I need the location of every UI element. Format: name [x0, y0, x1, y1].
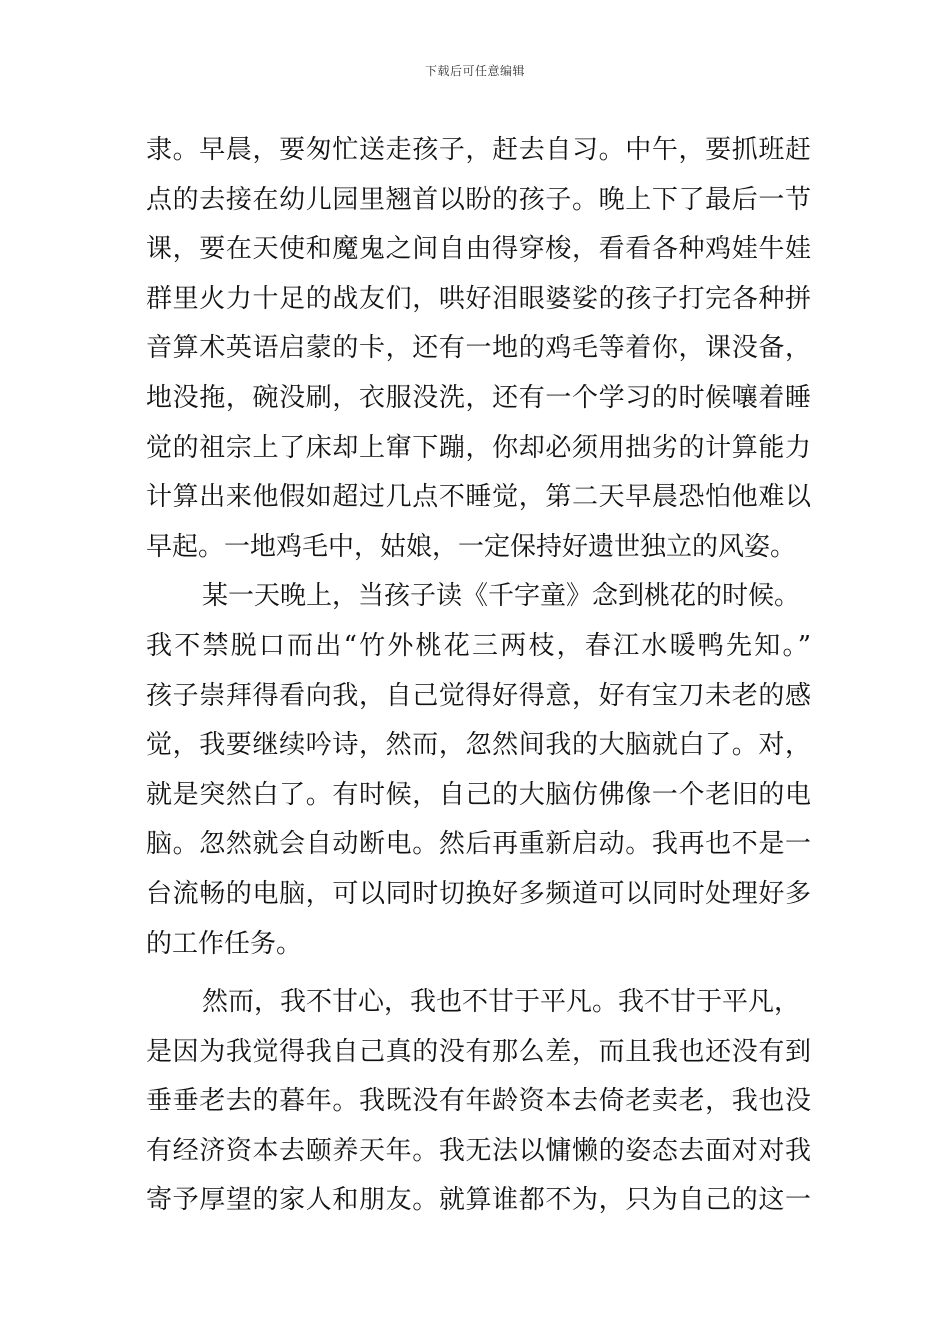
text-line: 是因为我觉得我自己真的没有那么差，而且我也还没有到 [146, 1036, 811, 1067]
page-header: 下载后可任意编辑 [424, 64, 525, 78]
text-line: 隶。早晨，要匆忙送走孩子，赶去自习。中午，要抓班赶 [146, 135, 811, 165]
text-line: 计算出来他假如超过几点不睡觉，第二天早晨恐怕他难以 [146, 482, 811, 513]
text-line: 台流畅的电脑，可以同时切换好多频道可以同时处理好多 [146, 878, 811, 909]
text-line: 某一天晚上，当孩子读《千字童》念到桃花的时候。 [202, 581, 801, 612]
text-line: 觉，我要继续吟诗，然而，忽然间我的大脑就白了。对， [146, 730, 811, 761]
text-line: 就是突然白了。有时候，自己的大脑仿佛像一个老旧的电 [146, 779, 811, 810]
text-line: 音算术英语启蒙的卡，还有一地的鸡毛等着你，课没备， [146, 333, 811, 364]
text-line: 地没拖，碗没刷，衣服没洗，还有一个学习的时候嚷着睡 [146, 382, 811, 413]
paragraph-3 [146, 978, 811, 1226]
text-line: 课，要在天使和魔鬼之间自由得穿梭，看看各种鸡娃牛娃 [146, 234, 811, 265]
text-line: 寄予厚望的家人和朋友。就算谁都不为，只为自己的这一 [146, 1185, 811, 1216]
text-line: 觉的祖宗上了床却上窜下蹦，你却必须用拙劣的计算能力 [146, 432, 811, 463]
text-line: 有经济资本去颐养天年。我无法以慵懒的姿态去面对对我 [146, 1135, 811, 1166]
text-line: 的工作任务。 [146, 928, 303, 959]
text-line: 群里火力十足的战友们，哄好泪眼婆娑的孩子打完各种拼 [146, 283, 811, 314]
text-line: 点的去接在幼儿园里翘首以盼的孩子。晚上下了最后一节 [146, 184, 811, 215]
text-line: 早起。一地鸡毛中，姑娘，一定保持好遗世独立的风姿。 [146, 531, 797, 562]
text-line: 脑。忽然就会自动断电。然后再重新启动。我再也不是一 [146, 829, 811, 860]
text-line: 我不禁脱口而出“竹外桃花三两枝，春江水暖鸭先知。” [146, 630, 811, 661]
paragraph-1 [146, 126, 811, 572]
paragraph-2 [146, 572, 811, 969]
document-body [146, 126, 811, 1226]
text-line: 孩子崇拜得看向我，自己觉得好得意，好有宝刀未老的感 [146, 680, 811, 711]
text-line: 垂垂老去的暮年。我既没有年龄资本去倚老卖老，我也没 [146, 1086, 811, 1117]
text-line: 然而，我不甘心，我也不甘于平凡。我不甘于平凡， [202, 987, 801, 1018]
